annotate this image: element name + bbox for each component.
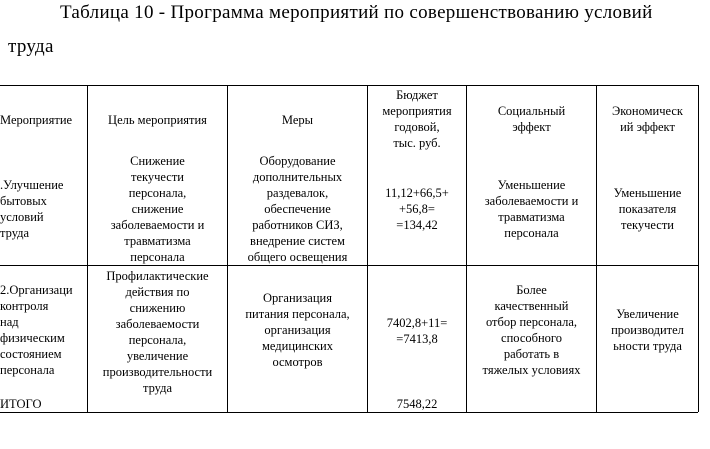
header-event: Мероприятие <box>0 113 73 127</box>
header-goal: Цель мероприятия <box>108 113 207 127</box>
header-measures: Меры <box>281 113 314 127</box>
header-social: Социальный эффект <box>497 104 566 134</box>
header-economic: Экономическ ий эффект <box>611 104 683 134</box>
header-budget: Бюджет мероприятия годовой, тыс. руб. <box>382 88 452 150</box>
row2-budget: 7402,8+11= =7413,8 <box>386 316 448 346</box>
total-value: 7548,22 <box>396 397 438 411</box>
row2-economic: Увеличение производител ьности труда <box>611 307 684 353</box>
row2-measures: Организация питания персонала, организация медицинских осмотров <box>245 291 350 369</box>
row1-budget: 11,12+66,5+ +56,8= =134,42 <box>385 186 449 232</box>
row1-measures: Оборудование дополнительных раздевалок, обеспечение работников СИЗ, внедрение систем общего освещения <box>247 154 348 264</box>
row-divider <box>0 265 698 266</box>
table-right-border <box>698 85 699 412</box>
caption-line-2: труда <box>8 36 54 57</box>
row1-economic: Уменьшение показателя текучести <box>613 186 682 232</box>
row2-social: Более качественный отбор персонала, способного работать в тяжелых условиях <box>482 283 581 377</box>
row1-event: .Улучшение бытовых условий труда <box>0 178 64 240</box>
row2-event: 2.Организаци контроля над физическим состоянием персонала <box>0 283 73 377</box>
row2-goal: Профилактические действия по снижению заболеваемости персонала, увеличение производительности труда <box>102 269 213 395</box>
table-top-border <box>0 85 698 86</box>
table-bottom-border <box>0 412 698 413</box>
caption-line-1: Таблица 10 - Программа мероприятий по совершенствованию условий <box>60 2 653 23</box>
row1-social: Уменьшение заболеваемости и травматизма персонала <box>484 178 579 240</box>
total-label: ИТОГО <box>0 397 42 411</box>
row1-goal: Снижение текучести персонала, снижение заболеваемости и травматизма персонала <box>110 154 205 264</box>
